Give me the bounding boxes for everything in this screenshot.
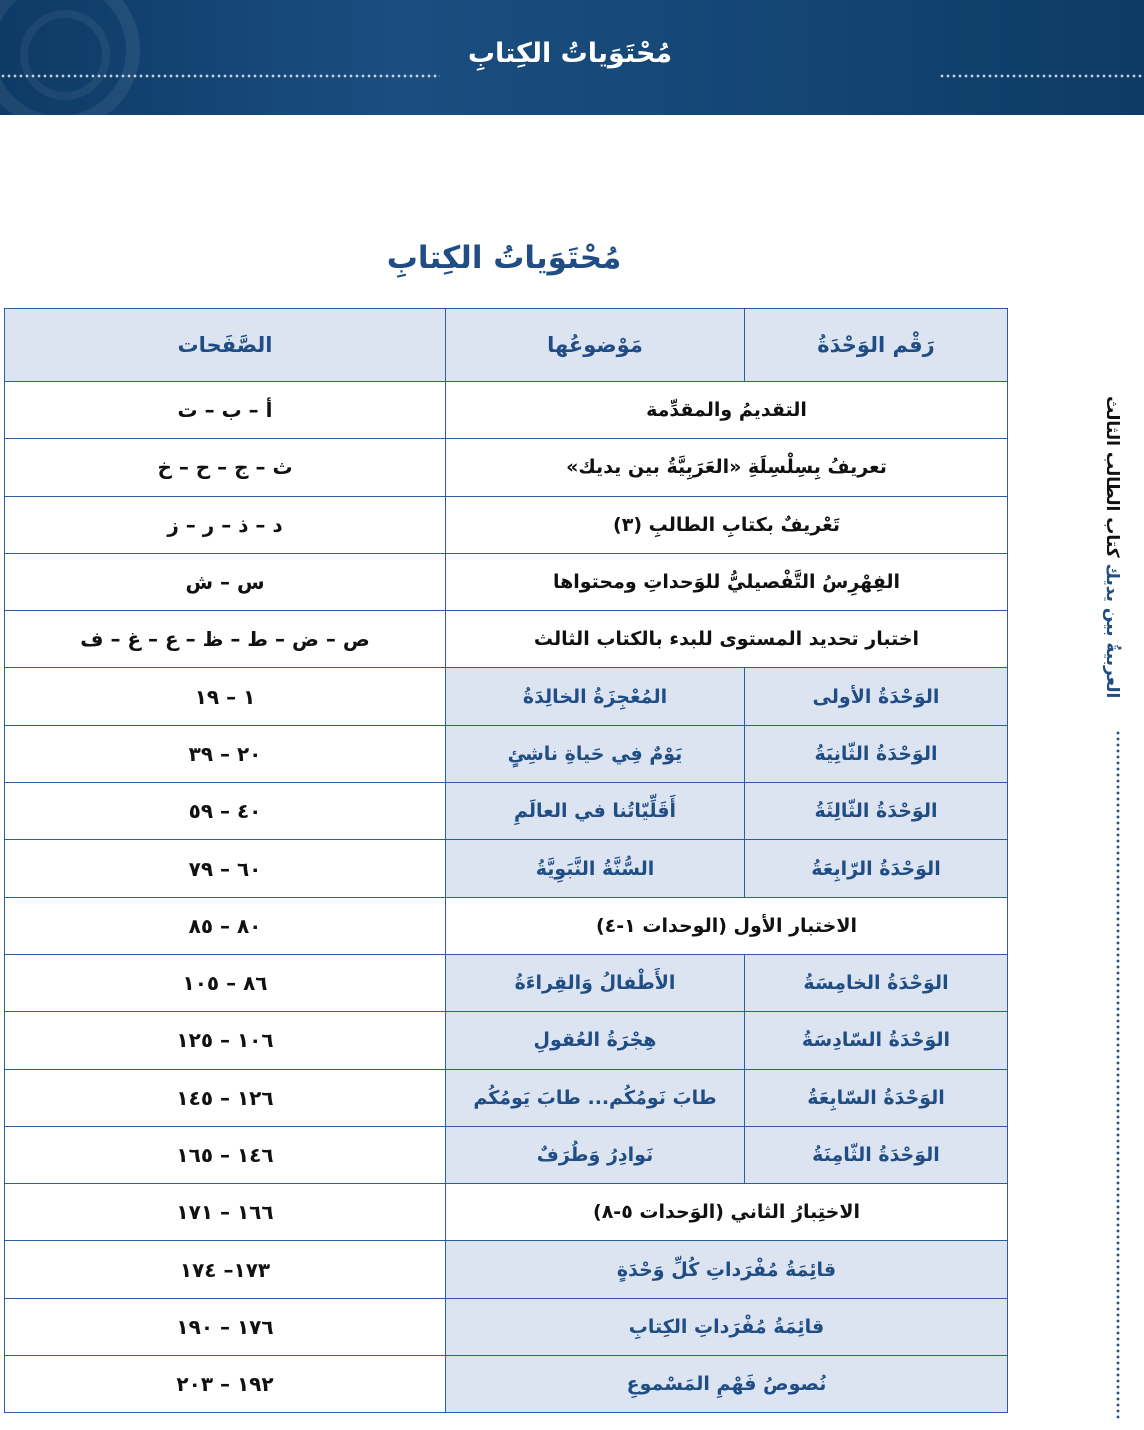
pages-cell: أ – ب – ت (5, 382, 446, 439)
table-row (5, 897, 1008, 954)
pages-cell: س – ش (5, 553, 446, 610)
table-row (5, 1069, 1008, 1126)
contents-table (4, 308, 1008, 1413)
topic-cell: السُّنَّةُ النَّبَوِيَّةُ (446, 840, 745, 897)
pages-cell: ٢٠ – ٣٩ (5, 725, 446, 782)
table-row (5, 1241, 1008, 1298)
table-body (5, 382, 1008, 1413)
pages-cell: ١٧٣– ١٧٤ (5, 1241, 446, 1298)
pages-cell: ١ – ١٩ (5, 668, 446, 725)
topic-cell: الاختِبارُ الثاني (الوَحدات ٥-٨) (446, 1184, 1008, 1241)
unit-cell: الوَحْدَةُ الثّانِيَةُ (745, 725, 1008, 782)
topic-cell: الاختبار الأول (الوحدات ١-٤) (446, 897, 1008, 954)
table-row (5, 840, 1008, 897)
pages-cell: ١٦٦ – ١٧١ (5, 1184, 446, 1241)
pages-cell: ٦٠ – ٧٩ (5, 840, 446, 897)
table-row (5, 439, 1008, 496)
topic-cell: التقديمُ والمقدِّمة (446, 382, 1008, 439)
topic-column-header: مَوْضوعُها (446, 309, 745, 382)
pages-cell: ٨٦ – ١٠٥ (5, 954, 446, 1011)
unit-cell: الوَحْدَةُ الرّابِعَةُ (745, 840, 1008, 897)
topic-cell: هِجْرَةُ العُقولِ (446, 1012, 745, 1069)
unit-column-header: رَقْم الوَحْدَةُ (745, 309, 1008, 382)
decorative-swirl (20, 10, 110, 100)
topic-cell: الفِهْرِسُ التَّفْصيليُّ للوَحداتِ ومحتواها (446, 553, 1008, 610)
topic-cell: أَقَلِّيّاتُنا في العالَمِ (446, 783, 745, 840)
table-row (5, 553, 1008, 610)
pages-cell: ١٠٦ – ١٢٥ (5, 1012, 446, 1069)
pages-cell: ١٢٦ – ١٤٥ (5, 1069, 446, 1126)
pages-cell: ٤٠ – ٥٩ (5, 783, 446, 840)
dotted-divider-left (0, 73, 440, 79)
table-row (5, 783, 1008, 840)
header-banner (0, 0, 1144, 115)
table-row (5, 1356, 1008, 1413)
pages-cell: ٨٠ – ٨٥ (5, 897, 446, 954)
series-name: العربيةُ بين يديك (1102, 563, 1122, 699)
table-row (5, 954, 1008, 1011)
table-row (5, 496, 1008, 553)
header-title: مُحْتَوَياتُ الكِتابِ (467, 38, 673, 69)
topic-cell: يَوْمٌ فِي حَياةِ ناشِئٍ (446, 725, 745, 782)
unit-cell: الوَحْدَةُ السّابِعَةُ (745, 1069, 1008, 1126)
table-header-row (5, 309, 1008, 382)
table-row (5, 611, 1008, 668)
topic-cell: نُصوصُ فَهْمِ المَسْموعِ (446, 1356, 1008, 1413)
topic-cell: الأَطْفالُ وَالقِراءَةُ (446, 954, 745, 1011)
table-row (5, 382, 1008, 439)
topic-cell: تعريفُ بِسِلْسِلَةِ «العَرَبِيَّةُ بين يديك» (446, 439, 1008, 496)
table-row (5, 725, 1008, 782)
dotted-divider-vertical (1115, 730, 1121, 1420)
table-row (5, 1184, 1008, 1241)
topic-cell: نَوادِرُ وَطُرَفٌ (446, 1126, 745, 1183)
side-caption-text (1102, 368, 1122, 698)
unit-cell: الوَحْدَةُ الثّالِثَةُ (745, 783, 1008, 840)
pages-cell: ١٧٦ – ١٩٠ (5, 1298, 446, 1355)
table-row (5, 1126, 1008, 1183)
topic-cell: المُعْجِزَةُ الخالِدَةُ (446, 668, 745, 725)
topic-cell: قائِمَةُ مُفْرَداتِ كُلِّ وَحْدَةٍ (446, 1241, 1008, 1298)
pages-cell: ص – ض – ط – ظ – ع – غ – ف (5, 611, 446, 668)
topic-cell: قائِمَةُ مُفْرَداتِ الكِتابِ (446, 1298, 1008, 1355)
pages-cell: ١٩٢ – ٢٠٣ (5, 1356, 446, 1413)
side-caption (1098, 360, 1138, 1428)
pages-column-header: الصَّفَحات (5, 309, 446, 382)
dotted-divider-right (939, 73, 1144, 79)
book-name: كتاب الطالب الثالث (1102, 396, 1122, 558)
pages-cell: ١٤٦ – ١٦٥ (5, 1126, 446, 1183)
topic-cell: تَعْريفٌ بكتابِ الطالبِ (٣) (446, 496, 1008, 553)
topic-cell: طابَ نَومُكُم... طابَ يَومُكُم (446, 1069, 745, 1126)
unit-cell: الوَحْدَةُ الخامِسَةُ (745, 954, 1008, 1011)
unit-cell: الوَحْدَةُ الأولى (745, 668, 1008, 725)
pages-cell: ث – ج – ح – خ (5, 439, 446, 496)
unit-cell: الوَحْدَةُ الثّامِنَةُ (745, 1126, 1008, 1183)
page-title: مُحْتَوَياتُ الكِتابِ (386, 240, 622, 276)
unit-cell: الوَحْدَةُ السّادِسَةُ (745, 1012, 1008, 1069)
table-row (5, 668, 1008, 725)
table-row (5, 1012, 1008, 1069)
topic-cell: اختبار تحديد المستوى للبدء بالكتاب الثالث (446, 611, 1008, 668)
table-row (5, 1298, 1008, 1355)
pages-cell: د – ذ – ر – ز (5, 496, 446, 553)
